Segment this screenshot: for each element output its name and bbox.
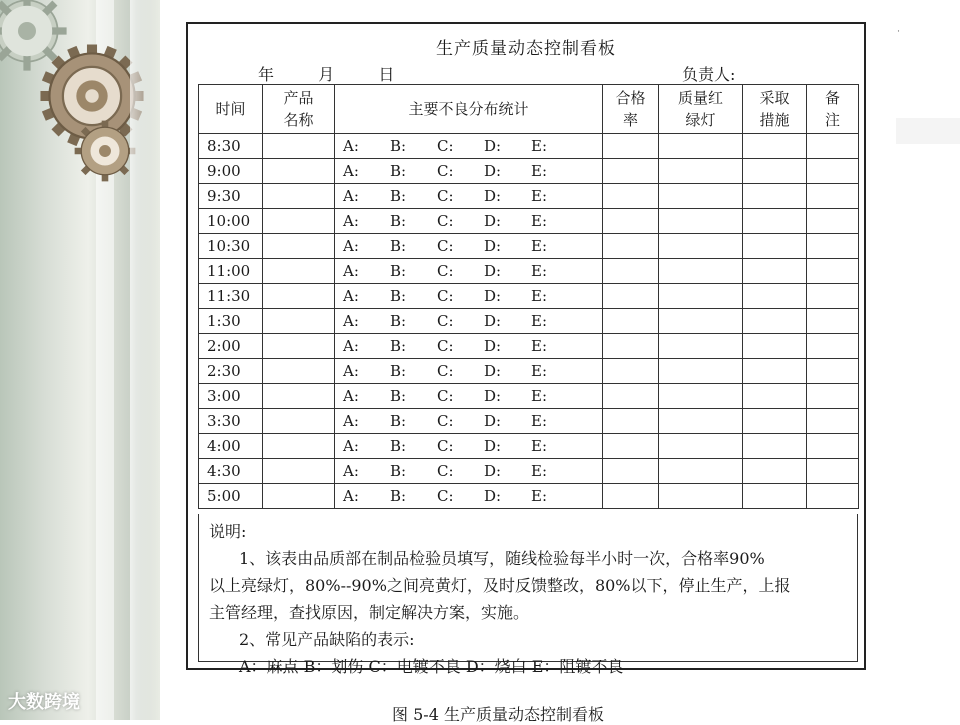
measures-cell: [743, 259, 807, 284]
measures-cell: [743, 234, 807, 259]
defect-category: C:: [437, 362, 454, 380]
quality-light-cell: [659, 309, 743, 334]
defect-category: C:: [437, 462, 454, 480]
defect-category: A:: [343, 237, 359, 255]
defect-category: D:: [484, 162, 502, 180]
quality-light-cell: [659, 484, 743, 509]
time-cell: 10:00: [199, 209, 263, 234]
header-remarks: 备 注: [807, 85, 859, 134]
quality-light-cell: [659, 334, 743, 359]
quality-light-cell: [659, 234, 743, 259]
defect-distribution-cell: [335, 334, 603, 359]
defect-category: D:: [484, 137, 502, 155]
remarks-cell: [807, 159, 859, 184]
quality-light-cell: [659, 409, 743, 434]
defect-category: C:: [437, 287, 454, 305]
gear-icon: [72, 118, 138, 184]
defect-category: A:: [343, 412, 359, 430]
measures-cell: [743, 484, 807, 509]
pass-rate-cell: [603, 359, 659, 384]
time-cell: 11:00: [199, 259, 263, 284]
defect-category: D:: [484, 362, 502, 380]
defect-category: E:: [531, 187, 548, 205]
defect-distribution-cell: [335, 259, 603, 284]
remarks-cell: [807, 434, 859, 459]
pass-rate-cell: [603, 434, 659, 459]
measures-cell: [743, 434, 807, 459]
quality-light-cell: [659, 259, 743, 284]
defect-category: B:: [390, 162, 407, 180]
product-cell: [263, 209, 335, 234]
time-cell: 5:00: [199, 484, 263, 509]
defect-category: C:: [437, 312, 454, 330]
time-cell: 9:30: [199, 184, 263, 209]
defect-category: E:: [531, 387, 548, 405]
month-label: 月: [318, 65, 335, 84]
defect-category: A:: [343, 162, 359, 180]
defect-category: D:: [484, 312, 502, 330]
quality-light-cell: [659, 459, 743, 484]
page-title: 生产质量动态控制看板: [436, 39, 616, 59]
defect-category: E:: [531, 262, 548, 280]
defect-distribution-cell: [335, 209, 603, 234]
decorative-side-panel: [0, 0, 160, 720]
defect-category: C:: [437, 387, 454, 405]
table-row: [199, 309, 859, 334]
time-cell: 11:30: [199, 284, 263, 309]
watermark: 大数跨境: [8, 692, 80, 713]
defect-category: D:: [484, 212, 502, 230]
time-cell: 3:00: [199, 384, 263, 409]
defect-category: C:: [437, 187, 454, 205]
product-cell: [263, 284, 335, 309]
remarks-cell: [807, 384, 859, 409]
defect-category: A:: [343, 437, 359, 455]
defect-distribution-cell: [335, 484, 603, 509]
product-cell: [263, 134, 335, 159]
defect-category: A:: [343, 362, 359, 380]
time-cell: 2:30: [199, 359, 263, 384]
stray-mark: ˙: [896, 30, 901, 41]
time-cell: 3:30: [199, 409, 263, 434]
defect-distribution-cell: [335, 284, 603, 309]
notes-line-1: 1、该表由品质部在制品检验员填写，随线检验每半小时一次，合格率90%: [239, 549, 765, 568]
notes-line-2: 以上亮绿灯，80%--90%之间亮黄灯，及时反馈整改，80%以下，停止生产，上报: [209, 576, 791, 595]
defect-distribution-cell: [335, 384, 603, 409]
defect-category: C:: [437, 162, 454, 180]
defect-category: D:: [484, 337, 502, 355]
defect-category: D:: [484, 287, 502, 305]
table-header-row: [199, 85, 859, 134]
defect-category: B:: [390, 287, 407, 305]
defect-category: A:: [343, 287, 359, 305]
year-label: 年: [258, 65, 275, 84]
product-cell: [263, 359, 335, 384]
defect-distribution-cell: [335, 234, 603, 259]
table-row: [199, 384, 859, 409]
defect-category: A:: [343, 337, 359, 355]
defect-category: A:: [343, 312, 359, 330]
defect-category: C:: [437, 237, 454, 255]
table-row: [199, 434, 859, 459]
quality-light-cell: [659, 159, 743, 184]
quality-light-cell: [659, 284, 743, 309]
day-label: 日: [378, 65, 395, 84]
defect-category: B:: [390, 387, 407, 405]
defect-distribution-cell: [335, 309, 603, 334]
defect-category: D:: [484, 462, 502, 480]
product-cell: [263, 184, 335, 209]
table-body: [199, 134, 859, 509]
defect-category: A:: [343, 462, 359, 480]
header-time: 时间: [199, 85, 263, 134]
measures-cell: [743, 334, 807, 359]
table-row: [199, 159, 859, 184]
remarks-cell: [807, 134, 859, 159]
defect-category: A:: [343, 212, 359, 230]
notes-line-5: A：麻点 B：划伤 C：电镀不良 D：烧白 E：阻镀不良: [239, 657, 624, 676]
defect-distribution-cell: [335, 434, 603, 459]
defect-category: A:: [343, 262, 359, 280]
product-cell: [263, 259, 335, 284]
quality-light-cell: [659, 434, 743, 459]
defect-category: C:: [437, 212, 454, 230]
defect-category: B:: [390, 212, 407, 230]
remarks-cell: [807, 184, 859, 209]
defect-category: E:: [531, 462, 548, 480]
defect-category: B:: [390, 487, 407, 505]
measures-cell: [743, 359, 807, 384]
defect-category: C:: [437, 137, 454, 155]
measures-cell: [743, 159, 807, 184]
quality-light-cell: [659, 184, 743, 209]
decorative-highlight: [896, 118, 960, 144]
pass-rate-cell: [603, 409, 659, 434]
remarks-cell: [807, 259, 859, 284]
defect-category: E:: [531, 412, 548, 430]
pass-rate-cell: [603, 209, 659, 234]
defect-category: B:: [390, 412, 407, 430]
notes-line-4: 2、常见产品缺陷的表示:: [239, 630, 415, 649]
quality-light-cell: [659, 384, 743, 409]
quality-light-cell: [659, 359, 743, 384]
pass-rate-cell: [603, 234, 659, 259]
defect-category: B:: [390, 262, 407, 280]
defect-category: E:: [531, 237, 548, 255]
remarks-cell: [807, 359, 859, 384]
defect-category: B:: [390, 187, 407, 205]
defect-distribution-cell: [335, 159, 603, 184]
defect-category: E:: [531, 137, 548, 155]
defect-category: A:: [343, 137, 359, 155]
defect-category: D:: [484, 487, 502, 505]
time-cell: 4:30: [199, 459, 263, 484]
defect-category: D:: [484, 437, 502, 455]
time-cell: 2:00: [199, 334, 263, 359]
product-cell: [263, 409, 335, 434]
defect-category: A:: [343, 487, 359, 505]
header-quality-light: 质量红 绿灯: [659, 85, 743, 134]
table-row: [199, 459, 859, 484]
product-cell: [263, 159, 335, 184]
measures-cell: [743, 459, 807, 484]
pass-rate-cell: [603, 384, 659, 409]
defect-distribution-cell: [335, 409, 603, 434]
product-cell: [263, 459, 335, 484]
measures-cell: [743, 284, 807, 309]
defect-category: C:: [437, 487, 454, 505]
defect-category: B:: [390, 137, 407, 155]
pass-rate-cell: [603, 184, 659, 209]
defect-category: E:: [531, 287, 548, 305]
defect-category: B:: [390, 237, 407, 255]
defect-category: E:: [531, 337, 548, 355]
defect-category: D:: [484, 387, 502, 405]
table-row: [199, 409, 859, 434]
control-board-table: [198, 84, 859, 509]
measures-cell: [743, 209, 807, 234]
defect-distribution-cell: [335, 184, 603, 209]
remarks-cell: [807, 209, 859, 234]
document-frame: [186, 22, 866, 676]
defect-category: D:: [484, 412, 502, 430]
defect-distribution-cell: [335, 459, 603, 484]
table-row: [199, 259, 859, 284]
remarks-cell: [807, 334, 859, 359]
table-row: [199, 209, 859, 234]
defect-category: A:: [343, 187, 359, 205]
remarks-cell: [807, 234, 859, 259]
product-cell: [263, 384, 335, 409]
notes-line-3: 主管经理，查找原因，制定解决方案，实施。: [209, 603, 530, 622]
defect-category: D:: [484, 237, 502, 255]
pass-rate-cell: [603, 309, 659, 334]
product-cell: [263, 434, 335, 459]
remarks-cell: [807, 459, 859, 484]
responsible-label: 负责人:: [682, 65, 736, 84]
time-cell: 1:30: [199, 309, 263, 334]
notes-heading: 说明:: [209, 522, 247, 541]
pass-rate-cell: [603, 484, 659, 509]
defect-category: E:: [531, 362, 548, 380]
remarks-cell: [807, 284, 859, 309]
product-cell: [263, 234, 335, 259]
table-row: [199, 484, 859, 509]
figure-caption: 图 5-4 生产质量动态控制看板: [392, 705, 604, 724]
product-cell: [263, 334, 335, 359]
product-cell: [263, 484, 335, 509]
defect-category: B:: [390, 337, 407, 355]
defect-category: B:: [390, 362, 407, 380]
header-product: 产品 名称: [263, 85, 335, 134]
time-cell: 9:00: [199, 159, 263, 184]
pass-rate-cell: [603, 134, 659, 159]
pass-rate-cell: [603, 284, 659, 309]
pass-rate-cell: [603, 459, 659, 484]
pass-rate-cell: [603, 259, 659, 284]
remarks-cell: [807, 309, 859, 334]
defect-category: D:: [484, 187, 502, 205]
measures-cell: [743, 384, 807, 409]
defect-category: B:: [390, 462, 407, 480]
measures-cell: [743, 134, 807, 159]
defect-category: E:: [531, 212, 548, 230]
remarks-cell: [807, 409, 859, 434]
defect-distribution-cell: [335, 359, 603, 384]
quality-light-cell: [659, 209, 743, 234]
defect-category: C:: [437, 412, 454, 430]
defect-category: B:: [390, 437, 407, 455]
remarks-cell: [807, 484, 859, 509]
table-row: [199, 134, 859, 159]
measures-cell: [743, 409, 807, 434]
table-row: [199, 184, 859, 209]
measures-cell: [743, 184, 807, 209]
defect-category: C:: [437, 437, 454, 455]
product-cell: [263, 309, 335, 334]
header-pass-rate: 合格 率: [603, 85, 659, 134]
pass-rate-cell: [603, 334, 659, 359]
defect-category: C:: [437, 262, 454, 280]
header-defects: 主要不良分布统计: [335, 85, 603, 134]
time-cell: 8:30: [199, 134, 263, 159]
quality-light-cell: [659, 134, 743, 159]
time-cell: 4:00: [199, 434, 263, 459]
table-row: [199, 359, 859, 384]
pass-rate-cell: [603, 159, 659, 184]
date-line: [258, 62, 394, 85]
table-row: [199, 334, 859, 359]
table-row: [199, 284, 859, 309]
header-measures: 采取 措施: [743, 85, 807, 134]
notes-section: [198, 514, 858, 676]
measures-cell: [743, 309, 807, 334]
defect-category: A:: [343, 387, 359, 405]
defect-category: E:: [531, 162, 548, 180]
defect-distribution-cell: [335, 134, 603, 159]
defect-category: D:: [484, 262, 502, 280]
defect-category: E:: [531, 487, 548, 505]
table-row: [199, 234, 859, 259]
time-cell: 10:30: [199, 234, 263, 259]
defect-category: C:: [437, 337, 454, 355]
defect-category: E:: [531, 312, 548, 330]
defect-category: E:: [531, 437, 548, 455]
defect-category: B:: [390, 312, 407, 330]
